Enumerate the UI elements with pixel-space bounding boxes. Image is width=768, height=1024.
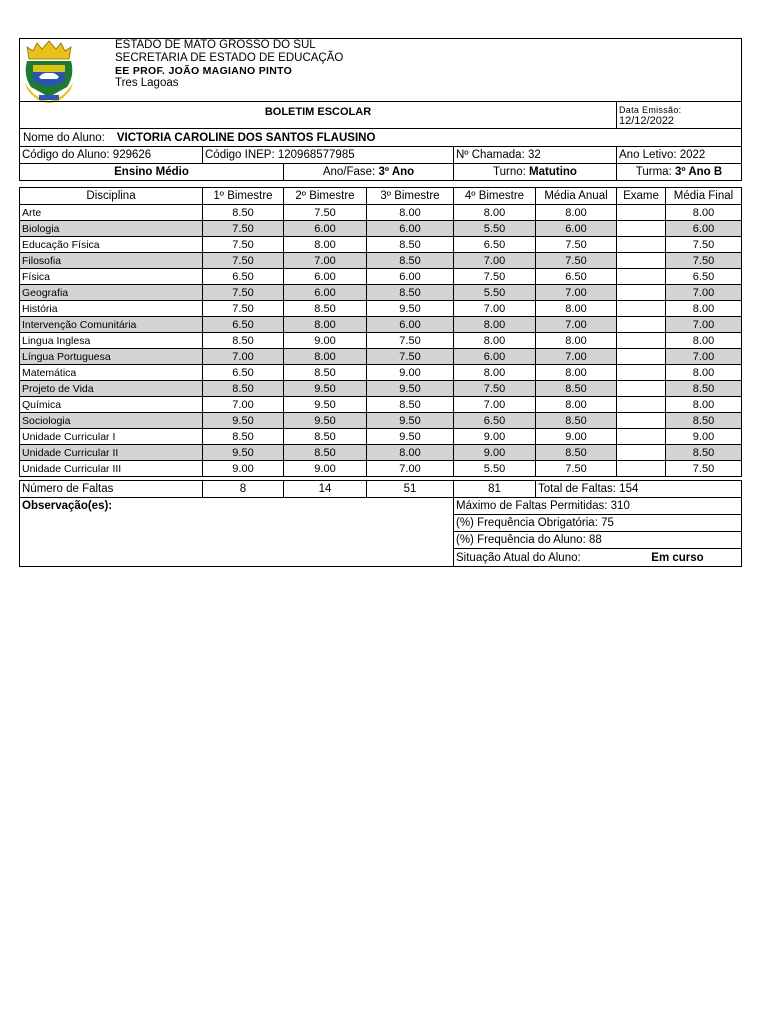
grade-value: 8.00 — [666, 397, 742, 413]
grade-value: 7.00 — [454, 397, 536, 413]
shift — [454, 164, 617, 180]
secretariat-name: SECRETARIA DE ESTADO DE EDUCAÇÃO — [115, 52, 344, 64]
grade-value: 6.00 — [666, 221, 742, 237]
school-name: EE PROF. JOÃO MAGIANO PINTO — [115, 65, 293, 77]
exam-grade — [617, 397, 666, 413]
column-header: Média Final — [666, 188, 742, 205]
grade-value: 9.00 — [666, 429, 742, 445]
subject-name: Lingua Inglesa — [20, 333, 203, 349]
grade-value: 7.00 — [203, 349, 284, 365]
grade-value: 8.50 — [284, 445, 367, 461]
subject-name: Química — [20, 397, 203, 413]
max-absences: Máximo de Faltas Permitidas: 310 — [454, 498, 741, 515]
table-row — [20, 381, 742, 397]
subject-name: Sociologia — [20, 413, 203, 429]
column-header: Disciplina — [20, 188, 203, 205]
exam-grade — [617, 365, 666, 381]
grade-value: 9.50 — [203, 445, 284, 461]
subject-name: Unidade Curricular III — [20, 461, 203, 477]
grade-value: 9.00 — [284, 461, 367, 477]
grade-value: 9.00 — [367, 365, 454, 381]
state-coat-of-arms-logo — [23, 39, 75, 103]
class-group-value: 3º Ano B — [674, 166, 723, 178]
table-row — [20, 397, 742, 413]
grade-value: 8.50 — [203, 205, 284, 221]
grade-value: 7.00 — [536, 285, 617, 301]
exam-grade — [617, 237, 666, 253]
column-header: 4º Bimestre — [454, 188, 536, 205]
table-row — [20, 253, 742, 269]
student-name: VICTORIA CAROLINE DOS SANTOS FLAUSINO — [116, 131, 376, 144]
grade-value: 7.50 — [536, 253, 617, 269]
grade-value: 9.00 — [536, 429, 617, 445]
education-level: Ensino Médio — [20, 164, 284, 180]
exam-grade — [617, 317, 666, 333]
grade-value: 6.50 — [454, 413, 536, 429]
table-row — [20, 237, 742, 253]
student-name-label: Nome do Aluno: — [23, 131, 105, 144]
grade-value: 7.50 — [367, 333, 454, 349]
student-name-row — [19, 128, 742, 147]
grade-value: 6.50 — [203, 269, 284, 285]
class-group — [617, 164, 741, 180]
grade-value: 8.50 — [284, 429, 367, 445]
student-code: Código do Aluno: 929626 — [20, 147, 203, 163]
grade-value: 9.50 — [284, 413, 367, 429]
absences-q4: 81 — [454, 481, 536, 497]
exam-grade — [617, 205, 666, 221]
grade-value: 7.50 — [666, 461, 742, 477]
subject-name: Biologia — [20, 221, 203, 237]
grade-value: 7.50 — [203, 285, 284, 301]
grade-value: 9.00 — [454, 445, 536, 461]
grade-value: 6.00 — [284, 269, 367, 285]
grade-value: 7.50 — [284, 205, 367, 221]
grade-value: 8.00 — [367, 205, 454, 221]
grade-value: 8.00 — [666, 333, 742, 349]
table-row — [20, 461, 742, 477]
report-title: BOLETIM ESCOLAR — [264, 106, 372, 118]
status-label: Situação Atual do Aluno: — [456, 551, 581, 564]
subject-name: Física — [20, 269, 203, 285]
absences-q2: 14 — [284, 481, 367, 497]
column-header: Exame — [617, 188, 666, 205]
exam-grade — [617, 333, 666, 349]
grade-value: 8.00 — [284, 237, 367, 253]
grade-value: 5.50 — [454, 285, 536, 301]
grade-value: 6.50 — [203, 317, 284, 333]
grade-value: 7.50 — [454, 381, 536, 397]
grade-value: 7.00 — [666, 349, 742, 365]
grade-level-label: Ano/Fase: — [322, 166, 376, 178]
table-row — [20, 445, 742, 461]
grade-value: 7.00 — [666, 285, 742, 301]
grade-value: 6.00 — [284, 285, 367, 301]
class-info-row — [19, 163, 742, 181]
grade-value: 8.00 — [536, 397, 617, 413]
exam-grade — [617, 413, 666, 429]
grade-value: 8.00 — [454, 365, 536, 381]
student-attendance: (%) Frequência do Aluno: 88 — [454, 532, 741, 549]
grade-value: 8.50 — [284, 301, 367, 317]
codes-row — [19, 146, 742, 164]
grade-value: 6.00 — [454, 349, 536, 365]
grade-value: 9.50 — [284, 381, 367, 397]
table-row — [20, 285, 742, 301]
grade-value: 6.50 — [536, 269, 617, 285]
grade-value: 8.00 — [454, 205, 536, 221]
emission-date: 12/12/2022 — [619, 115, 675, 127]
table-row — [20, 205, 742, 221]
grade-value: 9.00 — [203, 461, 284, 477]
grade-value: 6.50 — [203, 365, 284, 381]
exam-grade — [617, 349, 666, 365]
exam-grade — [617, 285, 666, 301]
grade-value: 9.00 — [284, 333, 367, 349]
subject-name: Matemática — [20, 365, 203, 381]
divider — [616, 101, 617, 129]
grade-value: 7.50 — [666, 253, 742, 269]
call-number: Nº Chamada: 32 — [454, 147, 617, 163]
grade-value: 7.50 — [454, 269, 536, 285]
grade-value: 7.50 — [203, 221, 284, 237]
table-row — [20, 365, 742, 381]
grade-value: 8.00 — [536, 333, 617, 349]
grade-value: 7.50 — [203, 253, 284, 269]
inep-code: Código INEP: 120968577985 — [203, 147, 454, 163]
exam-grade — [617, 301, 666, 317]
absences-q3: 51 — [367, 481, 454, 497]
class-group-label: Turma: — [635, 166, 672, 178]
grade-value: 7.00 — [367, 461, 454, 477]
shift-value: Matutino — [529, 166, 577, 178]
grade-value: 7.00 — [536, 317, 617, 333]
grade-value: 7.00 — [284, 253, 367, 269]
grade-value: 7.00 — [203, 397, 284, 413]
grade-value: 9.50 — [367, 381, 454, 397]
absences-total: Total de Faltas: 154 — [538, 483, 639, 495]
grade-value: 7.00 — [536, 349, 617, 365]
column-header: 2º Bimestre — [284, 188, 367, 205]
grade-value: 7.50 — [536, 237, 617, 253]
grade-value: 7.50 — [666, 237, 742, 253]
table-row — [20, 221, 742, 237]
subject-name: Projeto de Vida — [20, 381, 203, 397]
grade-value: 6.50 — [454, 237, 536, 253]
school-header — [19, 38, 742, 102]
grade-value: 8.50 — [536, 381, 617, 397]
required-attendance: (%) Frequência Obrigatória: 75 — [454, 515, 741, 532]
city-name: Tres Lagoas — [115, 77, 179, 89]
grade-value: 8.00 — [367, 445, 454, 461]
observations-label: Observação(es): — [22, 500, 113, 512]
grade-value: 7.50 — [367, 349, 454, 365]
grade-value: 6.00 — [284, 221, 367, 237]
column-header: 3º Bimestre — [367, 188, 454, 205]
grade-value: 6.00 — [536, 221, 617, 237]
column-header: 1º Bimestre — [203, 188, 284, 205]
column-header: Média Anual — [536, 188, 617, 205]
table-row — [20, 413, 742, 429]
grade-level-value: 3º Ano — [378, 166, 415, 178]
state-name: ESTADO DE MATO GROSSO DO SUL — [115, 39, 316, 51]
grade-value: 8.00 — [284, 317, 367, 333]
grade-value: 5.50 — [454, 461, 536, 477]
exam-grade — [617, 445, 666, 461]
grade-value: 8.00 — [666, 301, 742, 317]
grade-value: 9.00 — [454, 429, 536, 445]
absences-q1: 8 — [203, 481, 284, 497]
grade-value: 9.50 — [367, 413, 454, 429]
subject-name: Unidade Curricular II — [20, 445, 203, 461]
table-row — [20, 333, 742, 349]
grade-value: 7.00 — [454, 253, 536, 269]
subject-name: Língua Portuguesa — [20, 349, 203, 365]
grade-value: 8.50 — [203, 381, 284, 397]
subject-name: Arte — [20, 205, 203, 221]
emission-date-label: Data Emissão: — [619, 105, 682, 115]
subject-name: Intervenção Comunitária — [20, 317, 203, 333]
absences-label: Número de Faltas — [20, 481, 203, 497]
grade-value: 7.50 — [203, 237, 284, 253]
title-row — [19, 101, 742, 129]
grade-value: 8.50 — [203, 429, 284, 445]
grade-value: 8.00 — [536, 205, 617, 221]
grade-value: 9.50 — [284, 397, 367, 413]
subject-name: Filosofia — [20, 253, 203, 269]
school-year: Ano Letivo: 2022 — [619, 149, 706, 161]
subject-name: Geografia — [20, 285, 203, 301]
exam-grade — [617, 269, 666, 285]
grade-level — [284, 164, 454, 180]
grade-value: 8.00 — [284, 349, 367, 365]
shift-label: Turno: — [493, 166, 526, 178]
grade-value: 8.50 — [203, 333, 284, 349]
grade-value: 5.50 — [454, 221, 536, 237]
grades-table — [19, 187, 742, 477]
table-header-row — [20, 188, 742, 205]
grade-value: 6.00 — [367, 269, 454, 285]
grade-value: 9.50 — [367, 301, 454, 317]
grade-value: 6.00 — [367, 317, 454, 333]
exam-grade — [617, 429, 666, 445]
grade-value: 8.50 — [666, 381, 742, 397]
grade-value: 8.00 — [454, 317, 536, 333]
observations-block — [19, 497, 742, 567]
subject-name: História — [20, 301, 203, 317]
grade-value: 8.00 — [536, 365, 617, 381]
grade-value: 9.50 — [367, 429, 454, 445]
grade-value: 9.50 — [203, 413, 284, 429]
grade-value: 8.50 — [367, 253, 454, 269]
grade-value: 7.00 — [666, 317, 742, 333]
grade-value: 8.50 — [284, 365, 367, 381]
table-row — [20, 349, 742, 365]
exam-grade — [617, 461, 666, 477]
table-row — [20, 317, 742, 333]
grade-value: 8.00 — [666, 205, 742, 221]
grade-value: 6.50 — [666, 269, 742, 285]
grade-value: 8.50 — [367, 237, 454, 253]
exam-grade — [617, 221, 666, 237]
grade-value: 7.00 — [454, 301, 536, 317]
grade-value: 8.50 — [666, 445, 742, 461]
subject-name: Unidade Curricular I — [20, 429, 203, 445]
absences-row — [19, 480, 742, 498]
grade-value: 8.50 — [367, 285, 454, 301]
table-row — [20, 429, 742, 445]
grade-value: 7.50 — [203, 301, 284, 317]
grade-value: 7.50 — [536, 461, 617, 477]
table-row — [20, 301, 742, 317]
grade-value: 6.00 — [367, 221, 454, 237]
grade-value: 8.00 — [666, 365, 742, 381]
exam-grade — [617, 253, 666, 269]
grade-value: 8.50 — [536, 445, 617, 461]
exam-grade — [617, 381, 666, 397]
grade-value: 8.50 — [666, 413, 742, 429]
table-row — [20, 269, 742, 285]
subject-name: Educação Física — [20, 237, 203, 253]
status-value: Em curso — [651, 551, 704, 564]
grade-value: 8.50 — [367, 397, 454, 413]
grade-value: 8.50 — [536, 413, 617, 429]
grade-value: 8.00 — [454, 333, 536, 349]
grade-value: 8.00 — [536, 301, 617, 317]
